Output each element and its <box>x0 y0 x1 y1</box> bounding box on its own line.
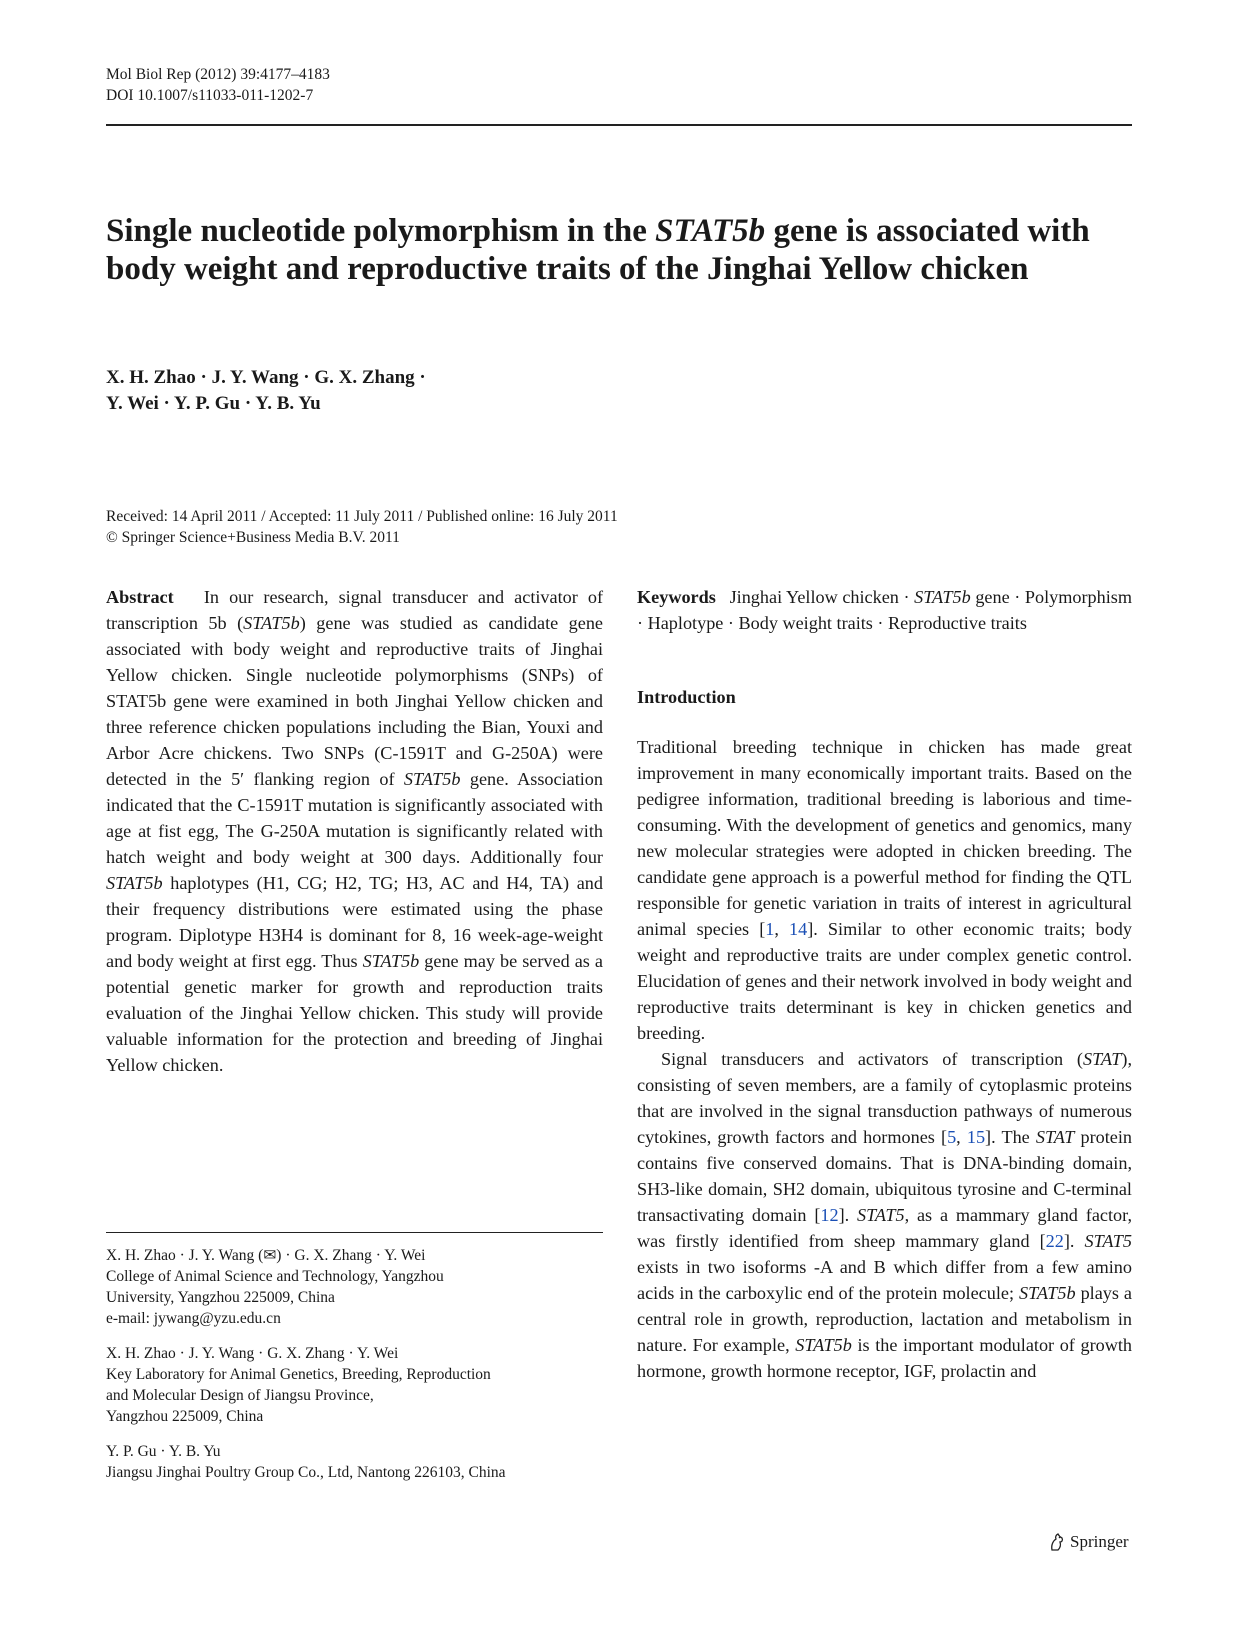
intro-text: ]. <box>838 1205 858 1225</box>
intro-text: ), consisting of seven members, are a family of cytoplasmic proteins that are involved in the signal transduction pathways of numerous cytokines, growth factors and hormones [ <box>637 1049 1132 1147</box>
keywords <box>637 584 1132 636</box>
journal-citation: Mol Biol Rep (2012) 39:4177–4183 <box>106 66 330 83</box>
article-title <box>106 212 1146 288</box>
affiliation-line: Key Laboratory for Animal Genetics, Breeding, Reproduction <box>106 1366 491 1383</box>
journal-header <box>106 64 330 106</box>
affiliation-block-1 <box>106 1245 626 1329</box>
intro-text: , <box>956 1127 967 1147</box>
citation-link[interactable]: 15 <box>966 1127 986 1147</box>
affiliation-line: University, Yangzhou 225009, China <box>106 1289 335 1306</box>
left-column <box>106 584 603 1078</box>
citation-link[interactable]: 14 <box>789 919 808 939</box>
abstract-text: gene. Association indicated that the C-1591T mutation is significantly associated with age at fist egg, The G-250A mutation is significantly related with hatch weight and body weight at 300 days. Additionally four <box>106 769 603 867</box>
keywords-text: Jinghai Yellow chicken · <box>729 587 915 607</box>
right-column <box>637 584 1132 1384</box>
intro-text: is the important modulator of growth hormone, growth hormone receptor, IGF, prolactin and <box>637 1335 1132 1381</box>
intro-gene: STAT5b <box>1019 1283 1076 1303</box>
doi: DOI 10.1007/s11033-011-1202-7 <box>106 87 314 104</box>
header-rule <box>106 124 1132 126</box>
intro-text: plays a central role in growth, reproduction, lactation and metabolism in nature. For example, <box>637 1283 1132 1355</box>
intro-text: exists in two isoforms -A and B which differ from a few amino acids in the carboxylic end of the protein molecule; <box>637 1257 1132 1303</box>
authors-line-1: X. H. Zhao · J. Y. Wang · G. X. Zhang · <box>106 367 426 388</box>
abstract <box>106 584 603 1078</box>
intro-text: ]. The <box>985 1127 1036 1147</box>
affiliation-authors: Y. P. Gu · Y. B. Yu <box>106 1443 221 1460</box>
intro-text: , as a mammary gland factor, was firstly identified from sheep mammary gland [ <box>637 1205 1132 1251</box>
affiliation-block-2 <box>106 1343 626 1427</box>
abstract-text: In our research, signal transducer and activator of transcription 5b ( <box>106 587 604 633</box>
introduction-heading: Introduction <box>637 687 736 707</box>
intro-text: protein contains five conserved domains. That is DNA-binding domain, SH3-like domain, SH2 domain, ubiquitous tyrosine and C-terminal transactivating domain [ <box>637 1127 1132 1225</box>
publisher-name: Springer <box>1070 1532 1129 1551</box>
dates-line: Received: 14 April 2011 / Accepted: 11 July 2011 / Published online: 16 July 2011 <box>106 508 618 525</box>
keywords-text: gene · Polymorphism · Haplotype · Body weight traits · Reproductive traits <box>637 587 1132 633</box>
affiliation-line: and Molecular Design of Jiangsu Province, <box>106 1387 374 1404</box>
intro-gene: STAT5b <box>795 1335 852 1355</box>
title-text-1: Single nucleotide polymorphism in the <box>106 213 656 249</box>
intro-text: , <box>774 919 790 939</box>
intro-gene: STAT <box>1035 1127 1075 1147</box>
abstract-gene: STAT5b <box>106 873 163 893</box>
keywords-label: Keywords <box>637 587 716 607</box>
citation-link[interactable]: 12 <box>820 1205 839 1225</box>
publication-dates <box>106 506 618 548</box>
affiliation-line: College of Animal Science and Technology, Yangzhou <box>106 1268 444 1285</box>
title-text-2: gene is associated with body weight and reproductive traits of the Jinghai Yellow chicken <box>106 213 1090 287</box>
intro-gene: STAT <box>1082 1049 1122 1069</box>
affiliation-authors: X. H. Zhao · J. Y. Wang · G. X. Zhang · Y. Wei <box>106 1345 399 1362</box>
intro-gene: STAT5 <box>857 1205 905 1225</box>
intro-gene: STAT5 <box>1084 1231 1132 1251</box>
abstract-gene: STAT5b <box>243 613 300 633</box>
affiliation-authors: X. H. Zhao · J. Y. Wang (✉) · G. X. Zhang · Y. Wei <box>106 1247 426 1264</box>
intro-text: ]. Similar to other economic traits; body weight and reproductive traits are under complex genetic control. Elucidation of genes and their network involved in body weight and reproductive traits determinant is key in chicken genetics and breeding. <box>637 919 1132 1043</box>
affiliation-block-3 <box>106 1441 626 1483</box>
citation-link[interactable]: 1 <box>765 919 775 939</box>
abstract-gene: STAT5b <box>362 951 420 971</box>
affiliation-email[interactable]: e-mail: jywang@yzu.edu.cn <box>106 1310 281 1327</box>
abstract-text: gene may be served as a potential genetic marker for growth and reproduction traits evaluation of the Jinghai Yellow chicken. This study will provide valuable information for the protection and breeding of Jinghai Yellow chicken. <box>106 951 603 1075</box>
authors-line-2: Y. Wei · Y. P. Gu · Y. B. Yu <box>106 393 321 414</box>
intro-text: Signal transducers and activators of transcription ( <box>661 1049 1083 1069</box>
title-gene: STAT5b <box>655 213 766 249</box>
citation-link[interactable]: 22 <box>1045 1231 1064 1251</box>
abstract-text: ) gene was studied as candidate gene associated with body weight and reproductive traits of Jinghai Yellow chicken. Single nucleotide polymorphisms (SNPs) of STAT5b gene were examined in both Jinghai Yellow chicken and three reference chicken populations including the Bian, Youxi and Arbor Acre chickens. Two SNPs (C-1591T and G-250A) were detected in the 5′ flanking region of <box>106 613 604 789</box>
abstract-text: haplotypes (H1, CG; H2, TG; H3, AC and H4, TA) and their frequency distributions were estimated using the phase program. Diplotype H3H4 is dominant for 8, 16 week-age-weight and body weight at first egg. Thus <box>106 873 603 971</box>
copyright-line: © Springer Science+Business Media B.V. 2011 <box>106 529 400 546</box>
intro-text: Traditional breeding technique in chicken has made great improvement in many economically important traits. Based on the pedigree information, traditional breeding is laborious and time-consuming. With the development of genetics and genomics, many new molecular strategies were adopted in chicken breeding. The candidate gene approach is a powerful method for finding the QTL responsible for genetic variation in traits of interest in agricultural animal species [ <box>637 737 1132 939</box>
footnote-rule <box>106 1232 603 1233</box>
abstract-gene: STAT5b <box>403 769 461 789</box>
intro-text: ]. <box>1063 1231 1085 1251</box>
intro-paragraph-1 <box>637 734 1132 1046</box>
intro-paragraph-2 <box>637 1046 1132 1384</box>
springer-horse-icon <box>1048 1532 1066 1552</box>
affiliation-line: Yangzhou 225009, China <box>106 1408 264 1425</box>
publisher-logo <box>1048 1532 1129 1552</box>
author-list <box>106 365 426 417</box>
affiliation-line: Jiangsu Jinghai Poultry Group Co., Ltd, Nantong 226103, China <box>106 1464 506 1481</box>
abstract-label: Abstract <box>106 587 174 607</box>
keywords-gene: STAT5b <box>914 587 971 607</box>
affiliations <box>106 1245 626 1497</box>
citation-link[interactable]: 5 <box>947 1127 957 1147</box>
